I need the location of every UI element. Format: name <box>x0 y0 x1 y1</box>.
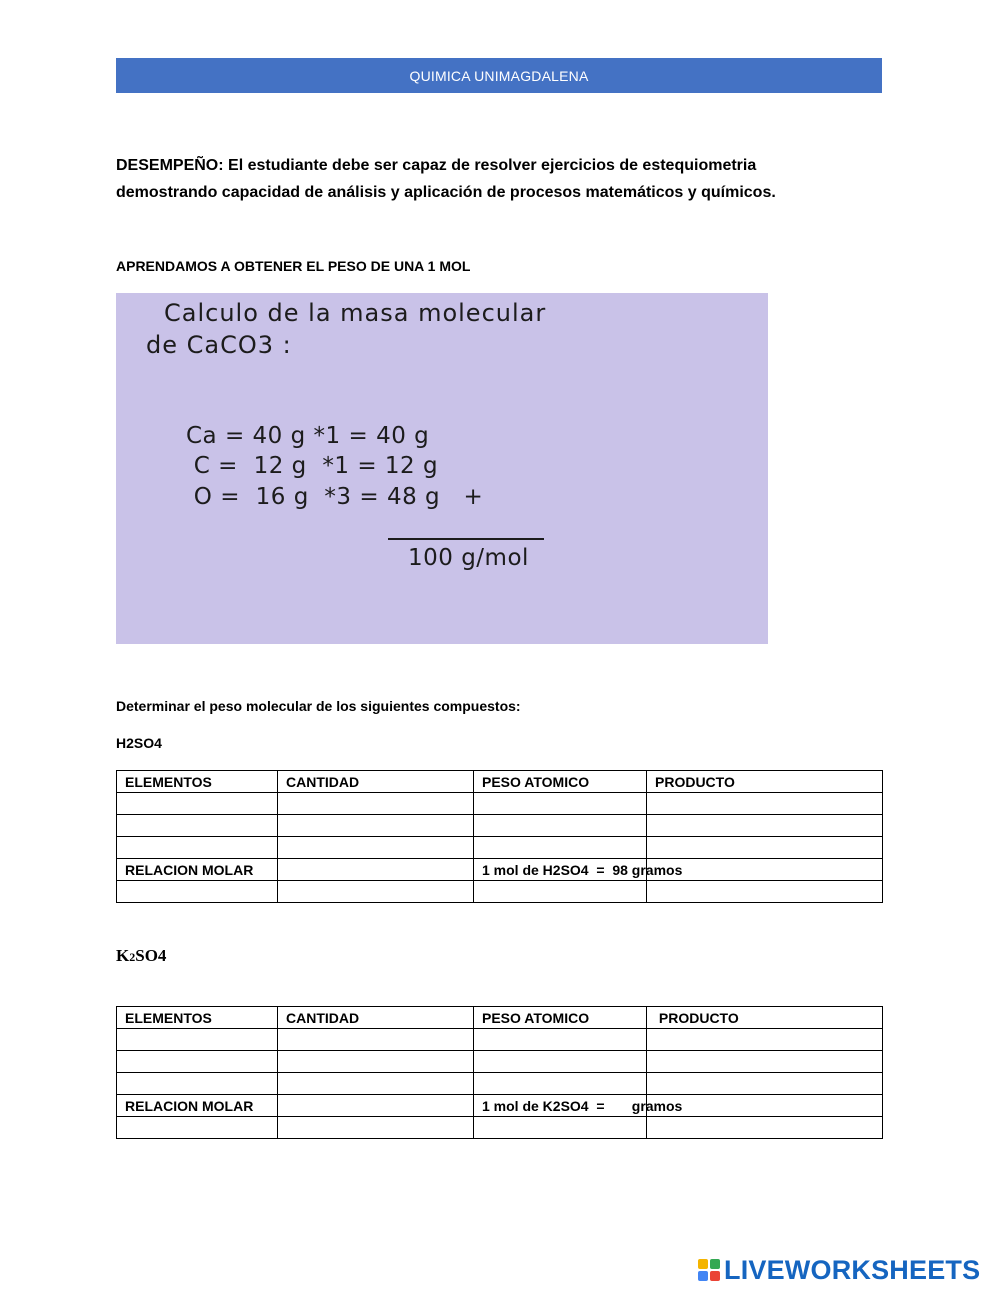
header-cell-cantidad: CANTIDAD <box>278 1007 474 1029</box>
answer-cell[interactable] <box>474 793 647 815</box>
answer-cell[interactable] <box>474 815 647 837</box>
relacion-molar-row <box>117 859 883 881</box>
answer-cell[interactable] <box>647 1029 883 1051</box>
header-bar <box>116 58 882 93</box>
header-cell-producto: PRODUCTO <box>647 771 883 793</box>
answer-cell[interactable] <box>647 793 883 815</box>
answer-cell[interactable] <box>278 837 474 859</box>
header-cell-producto: PRODUCTO <box>647 1007 883 1029</box>
answer-cell[interactable] <box>278 1117 474 1139</box>
answer-cell[interactable] <box>278 859 474 881</box>
table-row <box>117 1073 883 1095</box>
header-cell-elementos: ELEMENTOS <box>117 1007 278 1029</box>
header-cell-peso-atomico: PESO ATOMICO <box>474 1007 647 1029</box>
table-header-row <box>117 771 883 793</box>
logo-block <box>698 1271 708 1281</box>
table-row <box>117 1117 883 1139</box>
relacion-molar-label: RELACION MOLAR <box>117 1095 278 1117</box>
table-header-row <box>117 1007 883 1029</box>
answer-cell[interactable] <box>117 815 278 837</box>
answer-cell[interactable] <box>278 1051 474 1073</box>
slide-calc-line-c: C = 12 g *1 = 12 g <box>186 453 439 479</box>
answer-cell[interactable] <box>117 793 278 815</box>
logo-block <box>710 1271 720 1281</box>
logo-text: LIVEWORKSHEETS <box>724 1254 981 1285</box>
answer-cell[interactable] <box>647 881 883 903</box>
slide-title-line-1: Calculo de la masa molecular <box>164 299 547 327</box>
instruction-text: Determinar el peso molecular de los siguientes compuestos: <box>116 698 521 714</box>
answer-cell[interactable] <box>647 1073 883 1095</box>
compound-label-h2so4: H2SO4 <box>116 735 162 751</box>
molar-relation-text: 1 mol de H2SO4 = 98 gramos <box>474 859 647 881</box>
header-title: QUIMICA UNIMAGDALENA <box>409 67 589 84</box>
molar-relation-text: 1 mol de K2SO4 = gramos <box>474 1095 647 1117</box>
desempeno-line-2: demostrando capacidad de análisis y aplicación de procesos matemáticos y químicos. <box>116 184 776 201</box>
table-row <box>117 1051 883 1073</box>
compound-label-k2so4 <box>116 946 166 966</box>
answer-cell[interactable] <box>474 837 647 859</box>
answer-cell[interactable] <box>117 1117 278 1139</box>
answer-cell[interactable] <box>647 837 883 859</box>
answer-cell[interactable] <box>278 1029 474 1051</box>
answer-cell[interactable] <box>117 1051 278 1073</box>
logo-blocks-icon <box>698 1259 720 1281</box>
answer-cell[interactable] <box>117 881 278 903</box>
table-row <box>117 837 883 859</box>
slide-title-line-2: de CaCO3 : <box>146 331 292 359</box>
answer-cell[interactable] <box>474 1029 647 1051</box>
liveworksheets-logo[interactable] <box>698 1255 980 1285</box>
table-row <box>117 1029 883 1051</box>
answer-cell[interactable] <box>278 1095 474 1117</box>
logo-block <box>710 1259 720 1269</box>
answer-cell[interactable] <box>647 1051 883 1073</box>
relacion-molar-row <box>117 1095 883 1117</box>
answer-cell[interactable] <box>278 793 474 815</box>
answer-cell[interactable] <box>278 815 474 837</box>
desempeno-line-1: DESEMPEÑO: El estudiante debe ser capaz de resolver ejercicios de estequiometria <box>116 157 757 174</box>
answer-cell[interactable] <box>278 1073 474 1095</box>
slide-calc-line-ca: Ca = 40 g *1 = 40 g <box>186 423 430 449</box>
header-cell-peso-atomico: PESO ATOMICO <box>474 771 647 793</box>
answer-cell[interactable] <box>117 1073 278 1095</box>
compound-label-rest: SO4 <box>135 946 167 965</box>
table-row <box>117 793 883 815</box>
answer-cell[interactable] <box>474 1073 647 1095</box>
compound-label-subscript: 2 <box>129 950 136 964</box>
logo-block <box>698 1259 708 1269</box>
answer-cell[interactable] <box>474 1117 647 1139</box>
answer-cell[interactable] <box>474 881 647 903</box>
answer-cell[interactable] <box>647 1117 883 1139</box>
compound-label-k: K <box>116 946 130 965</box>
slide-total: 100 g/mol <box>408 545 529 571</box>
table-row <box>117 815 883 837</box>
answer-cell[interactable] <box>117 1029 278 1051</box>
table-row <box>117 881 883 903</box>
k2so4-table <box>116 1006 883 1139</box>
section-heading: APRENDAMOS A OBTENER EL PESO DE UNA 1 MOL <box>116 258 471 274</box>
caco3-example-image <box>116 293 768 644</box>
desempeno-paragraph <box>116 152 876 206</box>
header-cell-cantidad: CANTIDAD <box>278 771 474 793</box>
answer-cell[interactable] <box>647 815 883 837</box>
header-cell-elementos: ELEMENTOS <box>117 771 278 793</box>
relacion-molar-label: RELACION MOLAR <box>117 859 278 881</box>
answer-cell[interactable] <box>117 837 278 859</box>
answer-cell[interactable] <box>474 1051 647 1073</box>
answer-cell[interactable] <box>278 881 474 903</box>
slide-sum-rule <box>388 538 544 540</box>
h2so4-table <box>116 770 883 903</box>
slide-calc-line-o: O = 16 g *3 = 48 g + <box>186 484 484 510</box>
